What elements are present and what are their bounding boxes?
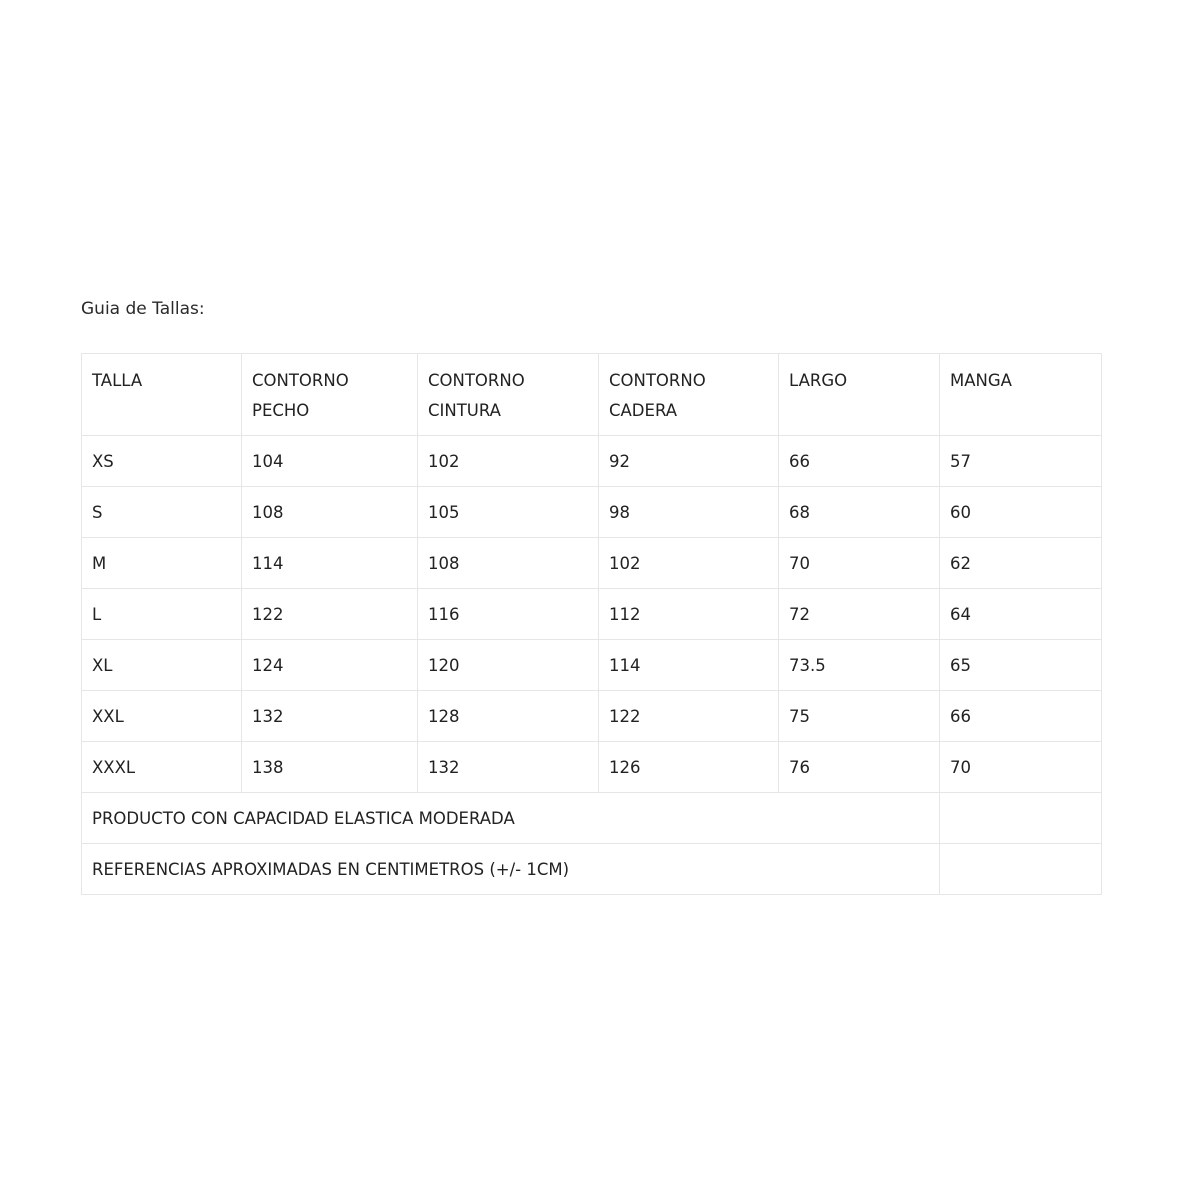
table-cell: 108: [418, 538, 599, 589]
table-cell: 122: [242, 589, 418, 640]
note-elastic: PRODUCTO CON CAPACIDAD ELASTICA MODERADA: [82, 793, 940, 844]
table-cell: 112: [599, 589, 779, 640]
header-cell-talla: [82, 354, 242, 436]
table-cell: M: [82, 538, 242, 589]
empty-cell: [940, 844, 1102, 895]
table-cell: 126: [599, 742, 779, 793]
table-cell: 76: [779, 742, 940, 793]
table-cell: 92: [599, 436, 779, 487]
header-cell-largo: [779, 354, 940, 436]
table-cell: 102: [599, 538, 779, 589]
table-cell: 98: [599, 487, 779, 538]
header-cell-cadera: [599, 354, 779, 436]
header-cell-pecho: [242, 354, 418, 436]
empty-cell: [940, 793, 1102, 844]
table-cell: 124: [242, 640, 418, 691]
table-cell: 114: [599, 640, 779, 691]
table-cell: 105: [418, 487, 599, 538]
header-label: TALLA: [92, 371, 143, 390]
table-cell: 73.5: [779, 640, 940, 691]
table-cell: 60: [940, 487, 1102, 538]
table-row: [82, 538, 1102, 589]
table-cell: 57: [940, 436, 1102, 487]
header-cell-manga: [940, 354, 1102, 436]
table-row: [82, 487, 1102, 538]
table-cell: XL: [82, 640, 242, 691]
header-label: CINTURA: [428, 401, 501, 420]
table-row: [82, 742, 1102, 793]
table-cell: 104: [242, 436, 418, 487]
note-measurements: REFERENCIAS APROXIMADAS EN CENTIMETROS (+/- 1CM): [82, 844, 940, 895]
header-label: CADERA: [609, 401, 678, 420]
table-cell: 132: [418, 742, 599, 793]
table-cell: 108: [242, 487, 418, 538]
header-label: CONTORNO: [252, 371, 349, 390]
table-cell: 120: [418, 640, 599, 691]
table-cell: 66: [779, 436, 940, 487]
header-label: CONTORNO: [609, 371, 706, 390]
table-cell: S: [82, 487, 242, 538]
header-cell-cintura: [418, 354, 599, 436]
table-cell: 138: [242, 742, 418, 793]
table-cell: L: [82, 589, 242, 640]
table-cell: 70: [940, 742, 1102, 793]
table-cell: 122: [599, 691, 779, 742]
table-cell: 102: [418, 436, 599, 487]
table-cell: XXXL: [82, 742, 242, 793]
table-cell: XXL: [82, 691, 242, 742]
table-cell: 68: [779, 487, 940, 538]
page-title: Guia de Tallas:: [81, 299, 205, 319]
table-row: [82, 640, 1102, 691]
table-row: [82, 691, 1102, 742]
table-cell: 75: [779, 691, 940, 742]
header-label: PECHO: [252, 401, 310, 420]
table-row: [82, 589, 1102, 640]
table-cell: 62: [940, 538, 1102, 589]
table-cell: 72: [779, 589, 940, 640]
header-row: [82, 354, 1102, 436]
table-cell: 116: [418, 589, 599, 640]
table-cell: 66: [940, 691, 1102, 742]
table-cell: 70: [779, 538, 940, 589]
table-cell: XS: [82, 436, 242, 487]
table-cell: 128: [418, 691, 599, 742]
header-label: LARGO: [789, 371, 848, 390]
table-row: [82, 436, 1102, 487]
table-cell: 132: [242, 691, 418, 742]
header-label: MANGA: [950, 371, 1012, 390]
size-guide-table: [81, 353, 1102, 895]
note-row: [82, 793, 1102, 844]
table-cell: 114: [242, 538, 418, 589]
header-label: CONTORNO: [428, 371, 525, 390]
table-cell: 65: [940, 640, 1102, 691]
note-row: [82, 844, 1102, 895]
table-cell: 64: [940, 589, 1102, 640]
